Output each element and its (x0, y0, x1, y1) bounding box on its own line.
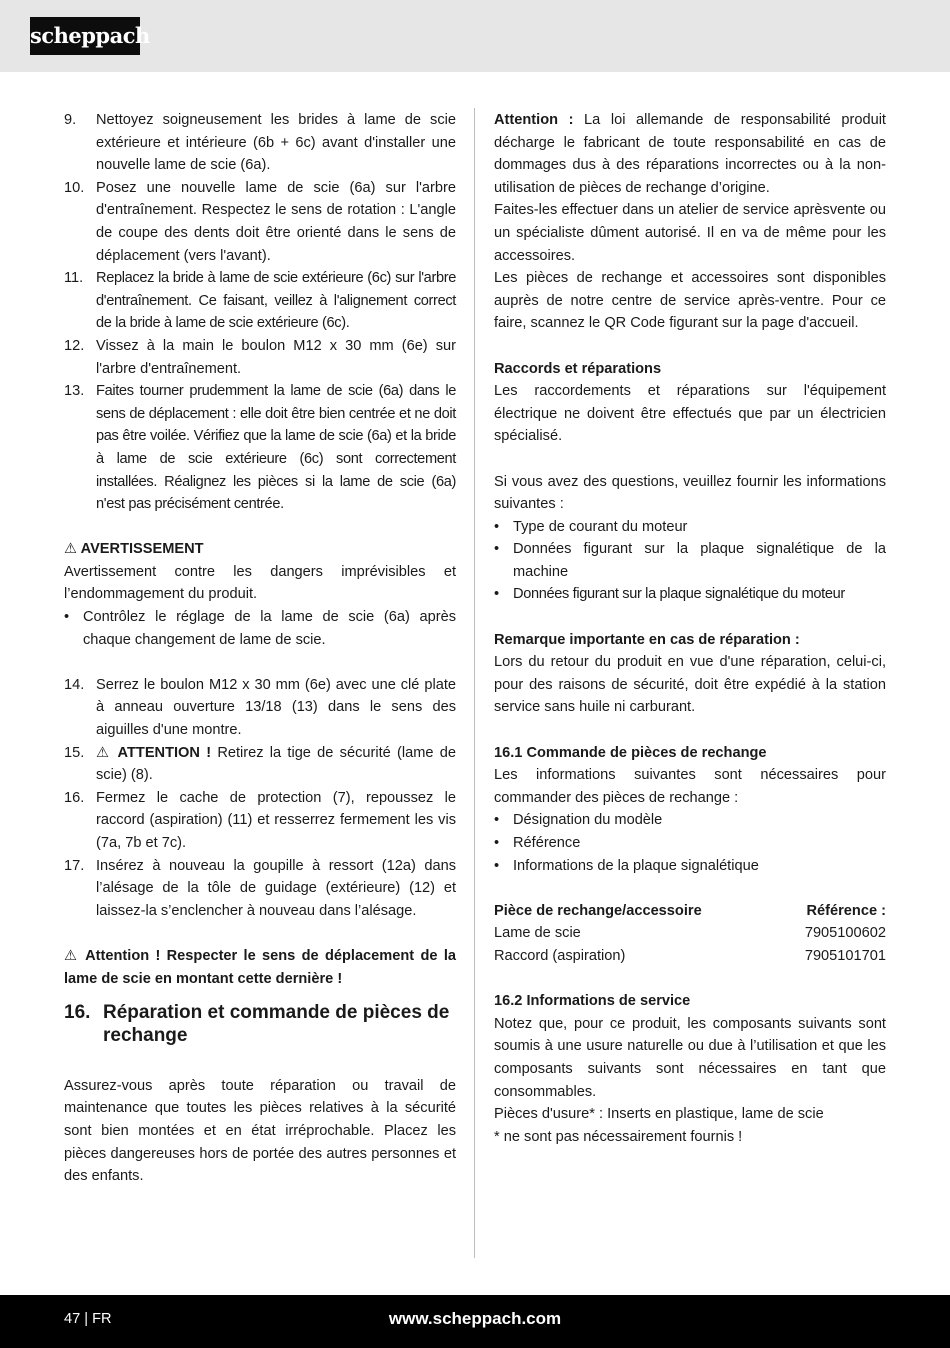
wear-parts: Pièces d'usure* : Inserts en plastique, lame de scie (494, 1106, 824, 1123)
section-number: 16. (64, 1002, 91, 1024)
header-part: Pièce de rechange/accessoire (494, 902, 702, 919)
warning-triangle-icon: ⚠ (96, 744, 112, 761)
subsection-16-2-text: Notez que, pour ce produit, les composants suivants sont soumis à une usure naturelle ou due à l’utilisation et que les composants suivants sont nécessaires en tant que consommables. (494, 1015, 886, 1100)
attention-label: ATTENTION ! (117, 744, 212, 761)
step-text: Retirez la tige de sécurité (lame de scie) (8). (96, 744, 456, 784)
step-15 (64, 742, 456, 787)
step-text: Serrez le boulon M12 x 30 mm (6e) avec une clé plate à anneau ouverture 13/18 (13) dans le sens des aiguilles d'une montre. (96, 676, 456, 739)
step-number: 15. (64, 744, 85, 761)
bullet-dot: • (64, 609, 70, 626)
workshop-paragraph: Faites-les effectuer dans un atelier de service aprèsvente ou un spécialiste dûment autorisé. Il en va de même pour les accessoires. (494, 202, 886, 264)
step-number: 17. (64, 857, 85, 874)
step-number: 13. (64, 383, 85, 400)
website-url: www.scheppach.com (388, 1309, 562, 1328)
attention-text: La loi allemande de responsabilité produit décharge le fabricant de toute responsabilité en cas de dommages dus à des réparations incorrectes ou à la non-utilisation de pièces de rechange d’origine. (494, 112, 886, 196)
header-ref: Référence : (806, 902, 886, 919)
step-number: 12. (64, 337, 85, 354)
bullet-text: Contrôlez le réglage de la lame de scie (6a) après chaque changement de lame de scie. (83, 609, 456, 648)
step-14 (64, 674, 456, 742)
list-item: • Données figurant sur la plaque signalétique de la machine (494, 541, 886, 580)
subsection-16-2-title: 16.2 Informations de service (494, 993, 691, 1010)
step-16 (64, 787, 456, 855)
header-bar (0, 0, 950, 72)
left-column (64, 109, 456, 1188)
section-text: Assurez-vous après toute réparation ou travail de maintenance que toutes les pièces relatives à la sécurité sont bien montées et en état irréprochable. Placez les pièces dangereuses hors de portée des autres personnes et des enfants. (64, 1077, 456, 1185)
step-11 (64, 267, 456, 335)
step-number: 10. (64, 179, 85, 196)
part-ref: 7905101701 (804, 947, 886, 964)
subsection-16-1-title: 16.1 Commande de pièces de rechange (494, 744, 767, 761)
step-number: 14. (64, 676, 85, 693)
repair-title: Remarque importante en cas de réparation : (494, 631, 800, 648)
attention-note-text: Attention ! Respecter le sens de déplacement de la lame de scie en montant cette dernière ! (64, 947, 456, 987)
attention-label: Attention : (494, 112, 574, 128)
table-row (494, 945, 886, 968)
step-9 (64, 109, 456, 177)
step-text: Faites tourner prudemment la lame de scie (6a) dans le sens de déplacement : elle doit être bien centrée et ne doit pas être voilée. Vérifiez que la lame de scie (6a) et la bride à lame de scie extérieure (6c) sont correctement installées. Réalignez les pièces si la lame de scie (6a) n'est pas précisément centrée. (96, 383, 456, 513)
step-text: Replacez la bride à lame de scie extérieure (6c) sur l'arbre d'entraînement. Ce faisant, veillez à l'alignement correct de la bride à lame de scie extérieure (6c). (96, 270, 456, 332)
step-12 (64, 335, 456, 380)
warning-triangle-icon: ⚠ (64, 947, 80, 964)
subsection-16-1-text: Les informations suivantes sont nécessaires pour commander des pièces de rechange : (494, 767, 886, 806)
list-item: • Informations de la plaque signalétique (494, 857, 759, 874)
step-17 (64, 855, 456, 923)
list-item: • Désignation du modèle (494, 812, 663, 829)
step-content (96, 742, 456, 787)
list-item: • Référence (494, 835, 581, 851)
list-item: • Données figurant sur la plaque signalétique du moteur (494, 586, 845, 603)
scheppach-logo: scheppach (30, 17, 140, 55)
connections-title: Raccords et réparations (494, 360, 662, 377)
parts-table (494, 900, 886, 968)
list-item: • Type de courant du moteur (494, 518, 688, 535)
step-10 (64, 177, 456, 267)
warning-triangle-icon: ⚠ (64, 541, 78, 558)
step-number: 11. (64, 270, 84, 287)
warning-heading (64, 538, 456, 561)
repair-text: Lors du retour du produit en vue d'une réparation, celui-ci, pour des raisons de sécurité, doit être expédié à la station service sans huile ni carburant. (494, 654, 886, 716)
questions-text: Si vous avez des questions, veuillez fournir les informations suivantes : (494, 473, 886, 513)
step-text: Nettoyez soigneusement les brides à lame de scie extérieure et intérieure (6b + 6c) avant d'installer une nouvelle lame de scie (6a). (96, 112, 456, 174)
warning-text: Avertissement contre les dangers imprévisibles et l’endommagement du produit. (64, 563, 456, 603)
step-number: 16. (64, 789, 85, 806)
footnote: * ne sont pas nécessairement fournis ! (494, 1128, 743, 1145)
step-text: Fermez le cache de protection (7), repoussez le raccord (aspiration) (11) et resserrez fermement les vis (7a, 7b et 7c). (96, 789, 456, 851)
attention-note (64, 945, 456, 990)
parts-paragraph: Les pièces de rechange et accessoires sont disponibles auprès de notre centre de service après-ventre. Pour ce faire, scannez le QR Code figurant sur la page d'accueil. (494, 270, 886, 332)
page-number: 47 | FR (64, 1311, 112, 1327)
connections-text: Les raccordements et réparations sur l'équipement électrique ne doivent être effectués que par un électricien spécialisé. (494, 383, 886, 445)
warning-title: AVERTISSEMENT (80, 541, 204, 558)
part-name: Raccord (aspiration) (494, 947, 626, 964)
right-column (494, 109, 886, 1148)
section-title: Réparation et commande de pièces de rechange (103, 1002, 450, 1047)
section-heading (64, 1001, 456, 1047)
warning-bullet (64, 606, 456, 651)
table-header (494, 900, 886, 923)
step-number: 9. (64, 112, 77, 128)
step-text: Vissez à la main le boulon M12 x 30 mm (6e) sur l'arbre d'entraînement. (96, 337, 456, 377)
step-text: Insérez à nouveau la goupille à ressort (12a) dans l’alésage de la tôle de guidage (extérieure) (12) et laissez-la s’enclencher à nouveau dans l’alésage. (96, 857, 456, 919)
table-row (494, 922, 886, 945)
step-13 (64, 380, 456, 516)
part-name: Lame de scie (494, 925, 581, 942)
column-divider (474, 108, 475, 1258)
part-ref: 7905100602 (804, 925, 886, 942)
attention-paragraph (494, 109, 886, 199)
step-text: Posez une nouvelle lame de scie (6a) sur l'arbre d'entraînement. Respectez le sens de rotation : L'angle de coupe des dents doit être orienté dans le sens de déplacement (vers l'avant). (96, 179, 456, 264)
footer-bar (0, 1295, 950, 1348)
